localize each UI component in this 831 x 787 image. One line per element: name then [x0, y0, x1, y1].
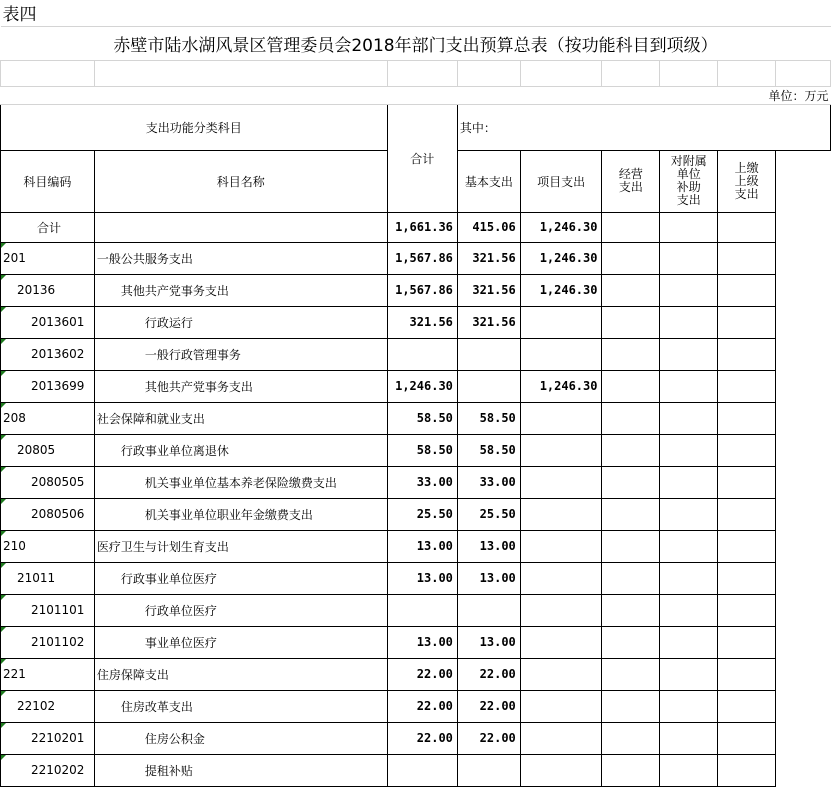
row-total: [387, 434, 457, 466]
row-basic-text: 58.50: [479, 443, 516, 457]
header-remit-text: 上缴 上级 支出: [734, 160, 759, 201]
row-subsidy: [660, 722, 718, 754]
row-code: [1, 306, 95, 338]
row-code: [1, 274, 95, 306]
row-code-text: 2101101: [31, 603, 85, 617]
row-name-text: 社会保障和就业支出: [96, 411, 205, 426]
row-total-text: 58.50: [416, 443, 453, 457]
row-total: [387, 754, 457, 786]
row-basic-text: 25.50: [479, 507, 516, 521]
header-business-text: 经营 支出: [618, 167, 643, 194]
row-basic-text: 33.00: [479, 475, 516, 489]
row-code: [1, 466, 95, 498]
row-name: [94, 274, 387, 306]
table-row: [1, 402, 831, 434]
row-name: [94, 626, 387, 658]
row-name: [94, 530, 387, 562]
row-total-text: 22.00: [416, 699, 453, 713]
row-code-text: 2080506: [31, 507, 85, 521]
row-code: [1, 658, 95, 690]
row-code-text: 210: [3, 539, 26, 553]
table-row: [1, 722, 831, 754]
row-basic: [457, 338, 520, 370]
row-name-text: 其他共产党事务支出: [120, 283, 229, 298]
row-business: [602, 658, 660, 690]
row-subsidy: [660, 562, 718, 594]
row-basic-text: 13.00: [479, 571, 516, 585]
text-number-marker-icon: [1, 627, 6, 632]
row-name-text: 行政事业单位医疗: [120, 571, 217, 586]
row-remit: [718, 466, 776, 498]
row-total: [387, 562, 457, 594]
row-remit: [718, 498, 776, 530]
row-remit: [718, 338, 776, 370]
row-code-text: 2080505: [31, 475, 85, 489]
row-code: [1, 722, 95, 754]
header-of-which: 其中：: [457, 104, 830, 150]
row-subsidy: [660, 754, 718, 786]
row-code-text: 2210201: [31, 731, 85, 745]
text-number-marker-icon: [1, 371, 6, 376]
table-row: [1, 754, 831, 786]
row-basic: [457, 466, 520, 498]
row-name-text: 住房公积金: [144, 731, 205, 746]
page-title: 赤壁市陆水湖风景区管理委员会2018年部门支出预算总表（按功能科目到项级）: [1, 26, 831, 60]
row-code: [1, 594, 95, 626]
row-code-text: 2013602: [31, 347, 85, 361]
row-total: [387, 626, 457, 658]
row-code-text: 2013601: [31, 315, 85, 329]
row-remit: [718, 242, 776, 274]
row-code-text: 20136: [17, 283, 56, 297]
row-name: [94, 466, 387, 498]
row-total-text: 25.50: [416, 507, 453, 521]
row-subsidy: [660, 594, 718, 626]
row-subsidy: [660, 498, 718, 530]
row-name: [94, 594, 387, 626]
row-remit: [718, 658, 776, 690]
header-subsidy-text: 对附属 单位 补助 支出: [670, 154, 707, 207]
row-remit: [718, 754, 776, 786]
row-project: [520, 338, 602, 370]
row-basic: [457, 370, 520, 402]
total-row-label: 合计: [1, 212, 95, 242]
row-business: [602, 466, 660, 498]
table-row: [1, 498, 831, 530]
table-row: [1, 338, 831, 370]
table-row: [1, 530, 831, 562]
row-business: [602, 242, 660, 274]
row-code-text: 20805: [17, 443, 56, 457]
header-business: [602, 150, 660, 212]
total-row-subsidy: [660, 212, 718, 242]
row-name: [94, 338, 387, 370]
row-total: [387, 242, 457, 274]
row-remit: [718, 402, 776, 434]
total-row-total: 1,661.36: [387, 212, 457, 242]
text-number-marker-icon: [1, 723, 6, 728]
row-total: [387, 594, 457, 626]
row-business: [602, 626, 660, 658]
row-name: [94, 754, 387, 786]
text-number-marker-icon: [1, 467, 6, 472]
header-code: 科目编码: [1, 150, 95, 212]
row-code-text: 2210202: [31, 763, 85, 777]
title-row: [1, 26, 831, 60]
row-name-text: 机关事业单位职业年金缴费支出: [144, 507, 313, 522]
row-project: [520, 658, 602, 690]
row-business: [602, 530, 660, 562]
row-basic-text: 22.00: [479, 731, 516, 745]
header-project: 项目支出: [520, 150, 602, 212]
row-subsidy: [660, 626, 718, 658]
row-remit: [718, 370, 776, 402]
row-code: [1, 530, 95, 562]
row-basic-text: 321.56: [472, 283, 516, 297]
row-remit: [718, 434, 776, 466]
row-name: [94, 370, 387, 402]
row-total-text: 1,246.30: [395, 379, 453, 393]
row-basic: [457, 306, 520, 338]
table-row: [1, 594, 831, 626]
row-project-text: 1,246.30: [539, 379, 598, 393]
text-number-marker-icon: [1, 339, 6, 344]
row-remit: [718, 306, 776, 338]
row-name-text: 一般公共服务支出: [96, 251, 193, 266]
row-code: [1, 754, 95, 786]
row-code: [1, 498, 95, 530]
row-name: [94, 722, 387, 754]
row-total: [387, 466, 457, 498]
row-code-text: 208: [3, 411, 26, 425]
table-row: [1, 242, 831, 274]
row-project: [520, 562, 602, 594]
total-row-basic: 415.06: [457, 212, 520, 242]
row-project: [520, 594, 602, 626]
text-number-marker-icon: [1, 691, 6, 696]
row-business: [602, 690, 660, 722]
row-total-text: 22.00: [416, 731, 453, 745]
text-number-marker-icon: [1, 307, 6, 312]
row-name-text: 一般行政管理事务: [144, 347, 241, 362]
row-basic-text: 13.00: [479, 539, 516, 553]
row-total-text: 1,567.86: [395, 283, 453, 297]
table-row: [1, 562, 831, 594]
row-code: [1, 434, 95, 466]
row-project: [520, 434, 602, 466]
row-basic-text: 321.56: [472, 315, 516, 329]
header-basic: 基本支出: [457, 150, 520, 212]
table-row: [1, 274, 831, 306]
row-subsidy: [660, 306, 718, 338]
row-code: [1, 242, 95, 274]
row-business: [602, 754, 660, 786]
row-remit: [718, 562, 776, 594]
row-project: [520, 402, 602, 434]
row-project: [520, 498, 602, 530]
table-row: [1, 466, 831, 498]
row-remit: [718, 690, 776, 722]
row-subsidy: [660, 338, 718, 370]
row-basic-text: 22.00: [479, 699, 516, 713]
row-project: [520, 466, 602, 498]
row-basic: [457, 754, 520, 786]
row-basic: [457, 274, 520, 306]
row-basic: [457, 562, 520, 594]
row-project: [520, 306, 602, 338]
table-row: [1, 658, 831, 690]
text-number-marker-icon: [1, 243, 6, 248]
row-basic: [457, 722, 520, 754]
row-remit: [718, 722, 776, 754]
row-subsidy: [660, 434, 718, 466]
row-subsidy: [660, 242, 718, 274]
row-code: [1, 626, 95, 658]
header-remit: [718, 150, 776, 212]
table-row: [1, 306, 831, 338]
header-total: 合计: [387, 104, 457, 212]
table-row: [1, 626, 831, 658]
text-number-marker-icon: [1, 563, 6, 568]
row-business: [602, 338, 660, 370]
row-name-text: 其他共产党事务支出: [144, 379, 253, 394]
text-number-marker-icon: [1, 403, 6, 408]
row-total: [387, 530, 457, 562]
row-business: [602, 722, 660, 754]
row-project: [520, 626, 602, 658]
row-basic: [457, 594, 520, 626]
sheet-label-row: [1, 0, 831, 26]
row-business: [602, 306, 660, 338]
row-subsidy: [660, 658, 718, 690]
unit-row: [1, 86, 831, 104]
row-code-text: 221: [3, 667, 26, 681]
row-total: [387, 722, 457, 754]
unit-label: 单位：万元: [1, 86, 831, 104]
row-code: [1, 338, 95, 370]
row-name: [94, 242, 387, 274]
row-project: [520, 690, 602, 722]
row-code: [1, 402, 95, 434]
text-number-marker-icon: [1, 595, 6, 600]
row-code-text: 2101102: [31, 635, 85, 649]
row-name: [94, 658, 387, 690]
row-name-text: 医疗卫生与计划生育支出: [96, 539, 229, 554]
row-name-text: 行政运行: [144, 315, 193, 330]
row-total-text: 1,567.86: [395, 251, 453, 265]
row-name-text: 行政单位医疗: [144, 603, 217, 618]
text-number-marker-icon: [1, 659, 6, 664]
row-business: [602, 498, 660, 530]
row-project: [520, 530, 602, 562]
row-total: [387, 690, 457, 722]
text-number-marker-icon: [1, 435, 6, 440]
table-row: [1, 690, 831, 722]
total-row: [1, 212, 831, 242]
row-basic: [457, 626, 520, 658]
row-remit: [718, 626, 776, 658]
row-total: [387, 658, 457, 690]
row-name-text: 住房改革支出: [120, 699, 193, 714]
row-total-text: 13.00: [416, 635, 453, 649]
sheet-label: 表四: [1, 0, 831, 26]
row-total: [387, 306, 457, 338]
spacer-row: [1, 60, 831, 86]
row-name-text: 机关事业单位基本养老保险缴费支出: [144, 475, 337, 490]
row-total: [387, 370, 457, 402]
total-row-business: [602, 212, 660, 242]
text-number-marker-icon: [1, 531, 6, 536]
row-basic-text: 22.00: [479, 667, 516, 681]
row-code-text: 201: [3, 251, 26, 265]
row-subsidy: [660, 530, 718, 562]
row-name: [94, 402, 387, 434]
row-total: [387, 498, 457, 530]
row-subsidy: [660, 690, 718, 722]
row-code-text: 21011: [17, 571, 56, 585]
row-code-text: 22102: [17, 699, 56, 713]
row-total-text: 33.00: [416, 475, 453, 489]
row-basic: [457, 434, 520, 466]
row-name: [94, 562, 387, 594]
row-name: [94, 498, 387, 530]
text-number-marker-icon: [1, 755, 6, 760]
row-total-text: 22.00: [416, 667, 453, 681]
row-total: [387, 274, 457, 306]
row-basic-text: 13.00: [479, 635, 516, 649]
row-business: [602, 434, 660, 466]
table-row: [1, 434, 831, 466]
row-name-text: 事业单位医疗: [144, 635, 217, 650]
row-subsidy: [660, 466, 718, 498]
total-row-name: [94, 212, 387, 242]
header-row-1: [1, 104, 831, 150]
total-row-remit: [718, 212, 776, 242]
row-remit: [718, 530, 776, 562]
row-basic: [457, 690, 520, 722]
table-row: [1, 370, 831, 402]
row-basic: [457, 498, 520, 530]
row-project: [520, 274, 602, 306]
header-subsidy: [660, 150, 718, 212]
row-total-text: 13.00: [416, 539, 453, 553]
row-code: [1, 562, 95, 594]
row-total-text: 321.56: [409, 315, 453, 329]
row-subsidy: [660, 274, 718, 306]
row-project: [520, 754, 602, 786]
total-row-project: 1,246.30: [520, 212, 602, 242]
row-project-text: 1,246.30: [539, 283, 598, 297]
row-project: [520, 722, 602, 754]
header-name: 科目名称: [94, 150, 387, 212]
row-business: [602, 594, 660, 626]
row-name-text: 提租补贴: [144, 763, 193, 778]
row-total-text: 58.50: [416, 411, 453, 425]
row-subsidy: [660, 402, 718, 434]
row-code-text: 2013699: [31, 379, 85, 393]
header-category: 支出功能分类科目: [1, 104, 388, 150]
row-name-text: 住房保障支出: [96, 667, 169, 682]
row-name: [94, 690, 387, 722]
row-basic-text: 321.56: [472, 251, 516, 265]
row-project: [520, 242, 602, 274]
row-total-text: 13.00: [416, 571, 453, 585]
row-code: [1, 370, 95, 402]
row-total: [387, 338, 457, 370]
row-basic-text: 58.50: [479, 411, 516, 425]
row-business: [602, 274, 660, 306]
row-project: [520, 370, 602, 402]
row-remit: [718, 594, 776, 626]
row-business: [602, 370, 660, 402]
row-subsidy: [660, 370, 718, 402]
text-number-marker-icon: [1, 499, 6, 504]
row-business: [602, 402, 660, 434]
row-remit: [718, 274, 776, 306]
row-project-text: 1,246.30: [539, 251, 598, 265]
row-basic: [457, 242, 520, 274]
row-name: [94, 306, 387, 338]
row-basic: [457, 530, 520, 562]
text-number-marker-icon: [1, 275, 6, 280]
row-name-text: 行政事业单位离退休: [120, 443, 229, 458]
row-total: [387, 402, 457, 434]
row-code: [1, 690, 95, 722]
row-basic: [457, 402, 520, 434]
row-business: [602, 562, 660, 594]
row-basic: [457, 658, 520, 690]
row-name: [94, 434, 387, 466]
